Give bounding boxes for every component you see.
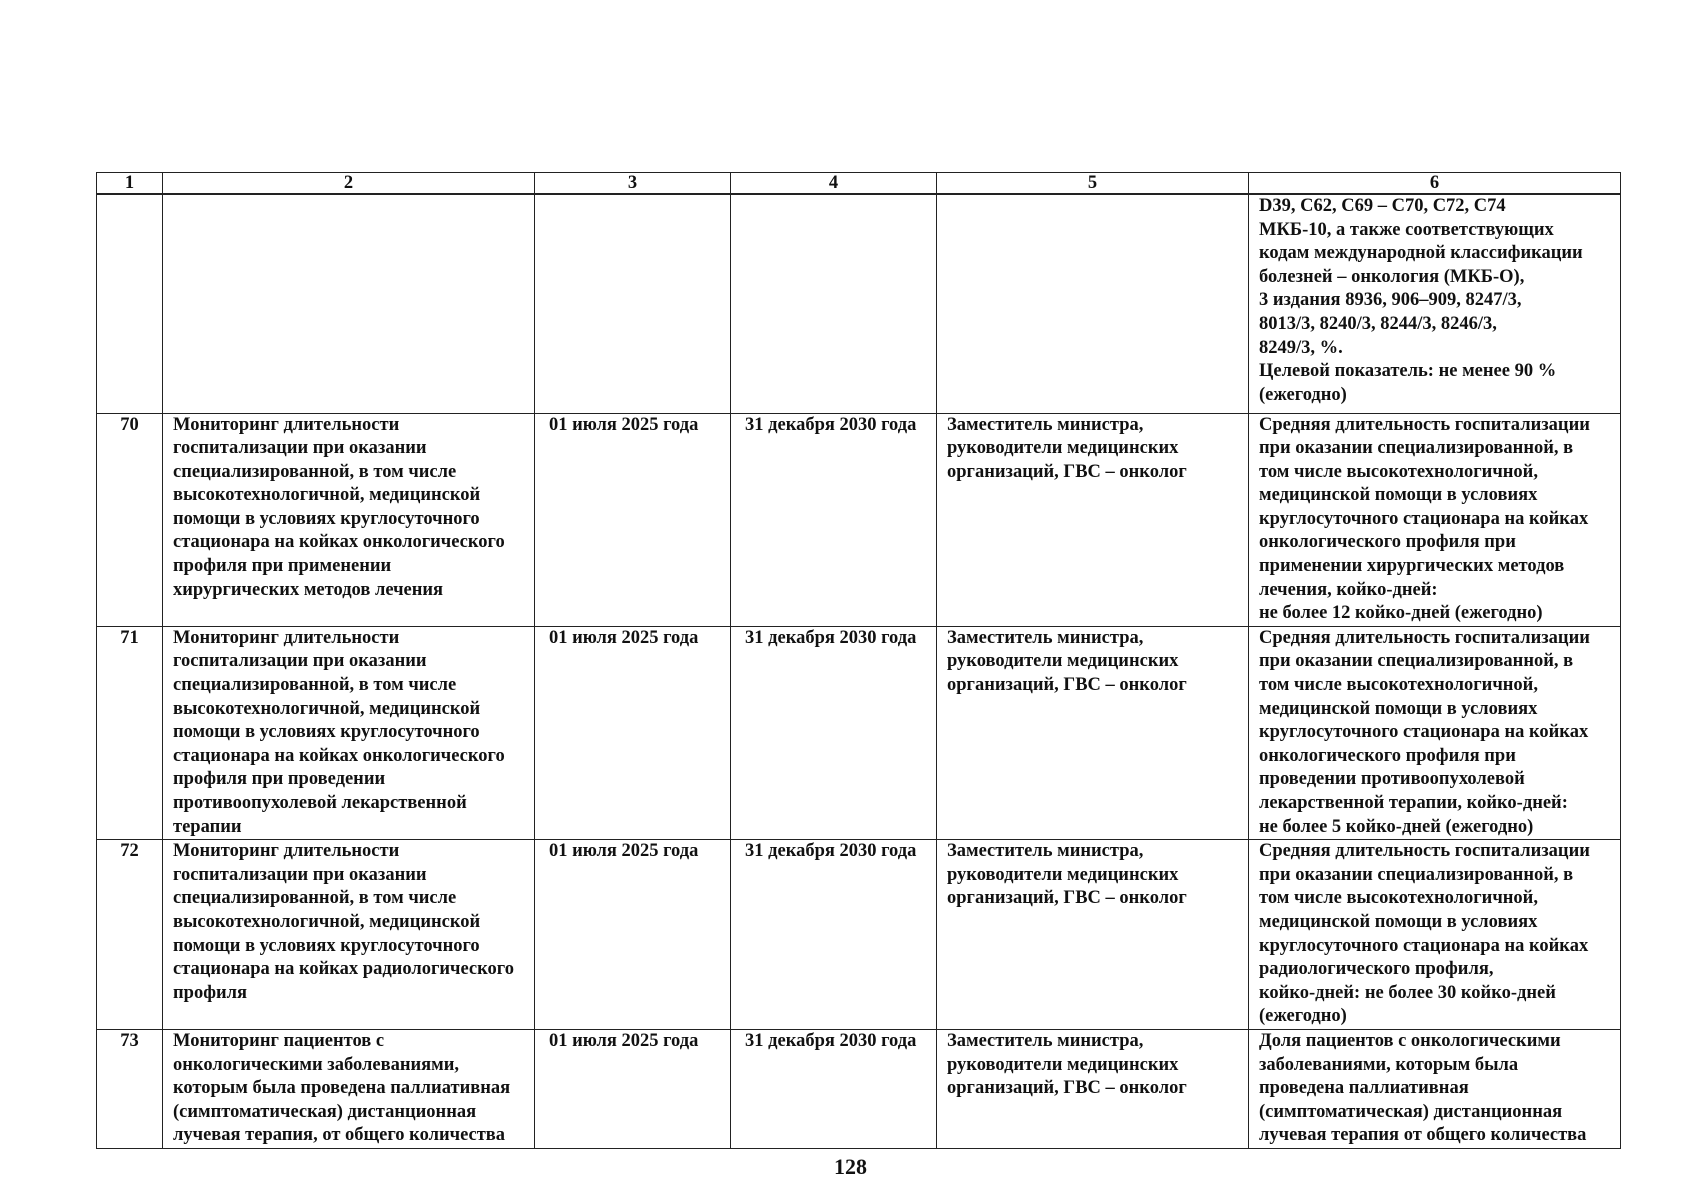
column-number: 1 <box>97 173 163 195</box>
row-number: 71 <box>97 626 163 839</box>
responsible-cell: Заместитель министра, руководители медицинских организаций, ГВС – онколог <box>937 413 1249 626</box>
plan-table <box>96 172 1621 1149</box>
measure-cell: Мониторинг пациентов с онкологическими заболеваниями, которым была проведена паллиативная (симптоматическая) дистанционная лучевая терапия, от общего количества <box>163 1029 535 1148</box>
start-date-cell: 01 июля 2025 года <box>535 413 731 626</box>
responsible-cell: Заместитель министра, руководители медицинских организаций, ГВС – онколог <box>937 1029 1249 1148</box>
row-number: 72 <box>97 840 163 1030</box>
page-number: 128 <box>834 1154 867 1179</box>
indicator-cell: Средняя длительность госпитализации при оказании специализированной, в том числе высокотехнологичной, медицинской помощи в условиях круглосуточного стационара на койках радиологического профиля, койко-дней: не более 30 койко-дней (ежегодно) <box>1249 840 1621 1030</box>
end-date-cell: 31 декабря 2030 года <box>731 413 937 626</box>
measure-cell: Мониторинг длительности госпитализации при оказании специализированной, в том числе высокотехнологичной, медицинской помощи в условиях круглосуточного стационара на койках онкологического профиля при проведении противоопухолевой лекарственной терапии <box>163 626 535 839</box>
column-number: 3 <box>535 173 731 195</box>
responsible-cell: Заместитель министра, руководители медицинских организаций, ГВС – онколог <box>937 840 1249 1030</box>
table-row <box>97 1029 1621 1148</box>
column-number: 5 <box>937 173 1249 195</box>
start-date-cell <box>535 194 731 413</box>
table-row <box>97 413 1621 626</box>
table-row <box>97 194 1621 413</box>
end-date-cell: 31 декабря 2030 года <box>731 1029 937 1148</box>
column-number: 4 <box>731 173 937 195</box>
row-number: 73 <box>97 1029 163 1148</box>
column-number: 6 <box>1249 173 1621 195</box>
responsible-cell <box>937 194 1249 413</box>
column-number: 2 <box>163 173 535 195</box>
indicator-cell: D39, C62, C69 – C70, C72, C74 МКБ-10, а также соответствующих кодам международной классификации болезней – онкология (МКБ-О), 3 издания 8936, 906–909, 8247/3, 8013/3, 8240/3, 8244/3, 8246/3, 8249/3, %. Целевой показатель: не менее 90 % (ежегодно) <box>1249 194 1621 413</box>
table-row <box>97 840 1621 1030</box>
measure-cell: Мониторинг длительности госпитализации при оказании специализированной, в том числе высокотехнологичной, медицинской помощи в условиях круглосуточного стационара на койках радиологического профиля <box>163 840 535 1030</box>
end-date-cell: 31 декабря 2030 года <box>731 840 937 1030</box>
end-date-cell <box>731 194 937 413</box>
row-number: 70 <box>97 413 163 626</box>
start-date-cell: 01 июля 2025 года <box>535 1029 731 1148</box>
indicator-cell: Средняя длительность госпитализации при оказании специализированной, в том числе высокотехнологичной, медицинской помощи в условиях круглосуточного стационара на койках онкологического профиля при применении хирургических методов лечения, койко-дней: не более 12 койко-дней (ежегодно) <box>1249 413 1621 626</box>
start-date-cell: 01 июля 2025 года <box>535 840 731 1030</box>
start-date-cell: 01 июля 2025 года <box>535 626 731 839</box>
indicator-cell: Доля пациентов с онкологическими заболеваниями, которым была проведена паллиативная (симптоматическая) дистанционная лучевая терапия от общего количества <box>1249 1029 1621 1148</box>
measure-cell <box>163 194 535 413</box>
measure-cell: Мониторинг длительности госпитализации при оказании специализированной, в том числе высокотехнологичной, медицинской помощи в условиях круглосуточного стационара на койках онкологического профиля при применении хирургических методов лечения <box>163 413 535 626</box>
indicator-cell: Средняя длительность госпитализации при оказании специализированной, в том числе высокотехнологичной, медицинской помощи в условиях круглосуточного стационара на койках онкологического профиля при проведении противоопухолевой лекарственной терапии, койко-дней: не более 5 койко-дней (ежегодно) <box>1249 626 1621 839</box>
responsible-cell: Заместитель министра, руководители медицинских организаций, ГВС – онколог <box>937 626 1249 839</box>
row-number <box>97 194 163 413</box>
table-row <box>97 626 1621 839</box>
column-number-row <box>97 173 1621 195</box>
end-date-cell: 31 декабря 2030 года <box>731 626 937 839</box>
